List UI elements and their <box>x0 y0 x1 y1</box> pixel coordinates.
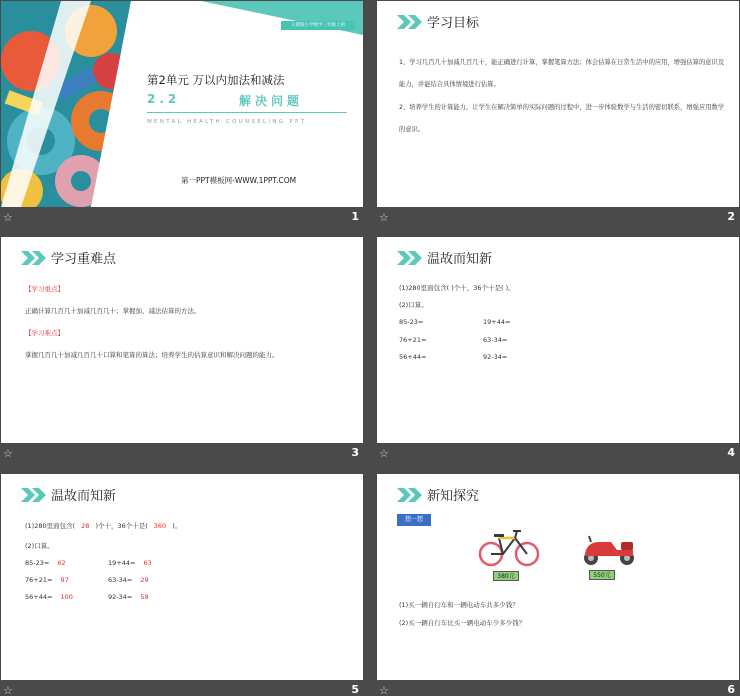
slide-6-canvas <box>377 474 739 680</box>
answer: 63 <box>143 559 152 567</box>
expression: 56+44= <box>25 593 53 601</box>
expression: 92-34= <box>108 593 133 601</box>
question-2: (2)口算。 <box>25 542 54 550</box>
objective-paragraph-1: 1、学习几百几十加减几百几十，能正确进行计算，掌握笔算方法；体会估算在日常生活中的应用，增强估算的意识及能力，并能结合具体情境进行估算。 <box>399 59 725 88</box>
scooter-price: 550元 <box>589 570 615 580</box>
expression-row <box>108 559 152 567</box>
site-credit: 第一PPT模板网-WWW.1PPT.COM <box>181 176 297 185</box>
star-icon[interactable]: ☆ <box>379 684 389 696</box>
question-text: (1)280里面包含( <box>25 522 76 530</box>
unit-title: 第2单元 万以内加法和减法 <box>147 73 285 87</box>
expression: 19+44= <box>108 559 136 567</box>
slide-3-canvas <box>1 237 363 443</box>
slide-4-footer <box>377 443 739 465</box>
answer: 100 <box>60 593 73 601</box>
question-text: )。 <box>172 522 182 530</box>
star-icon[interactable]: ☆ <box>3 684 13 696</box>
bicycle-price: 380元 <box>493 571 519 581</box>
slide-title: 温故而知新 <box>51 489 117 504</box>
slide-number: 2 <box>727 210 735 223</box>
answer: 62 <box>57 559 66 567</box>
slide-thumbnail-4[interactable] <box>377 237 739 465</box>
title-underline <box>147 112 347 113</box>
question-1: (1)买一辆自行车和一辆电动车共多少钱？ <box>399 601 519 609</box>
section-number: 2.2 <box>147 92 181 106</box>
difficulty-label: 【学习难点】 <box>25 329 64 337</box>
double-chevron-icon <box>21 251 49 265</box>
expression: 76+21= <box>25 576 53 584</box>
expression: 63-34= <box>483 336 508 344</box>
expression: 85-23= <box>25 559 50 567</box>
key-point-label: 【学习重点】 <box>25 285 64 293</box>
slide-title: 温故而知新 <box>427 252 493 267</box>
slide-number: 3 <box>351 446 359 459</box>
expression-row <box>25 559 66 567</box>
star-icon[interactable]: ☆ <box>379 211 389 224</box>
slide-title: 学习目标 <box>427 16 480 31</box>
slide-5-footer <box>1 680 363 696</box>
difficulty-text: 掌握几百几十加减几百几十口算和笔算的算法；培养学生的估算意识和解决问题的能力。 <box>25 351 279 359</box>
slide-thumbnail-5[interactable] <box>1 474 363 696</box>
slide-thumbnail-6[interactable] <box>377 474 739 696</box>
double-chevron-icon <box>21 488 49 502</box>
expression-row <box>108 576 149 584</box>
key-point-text: 正确计算几百几十加减几百几十；掌握加、减法估算的方法。 <box>25 307 201 315</box>
expression-row <box>25 593 73 601</box>
slide-3-footer <box>1 443 363 465</box>
slide-2-footer <box>377 207 739 229</box>
slide-thumbnail-2[interactable] <box>377 1 739 229</box>
slide-number: 5 <box>351 683 359 696</box>
star-icon[interactable]: ☆ <box>3 447 13 460</box>
answer: 58 <box>140 593 149 601</box>
double-chevron-icon <box>397 488 425 502</box>
objective-paragraph-2: 2、培养学生的计算能力，让学生在解决简单的实际问题的过程中，进一步体验数学与生活的密切联系，增强应用数学的意识。 <box>399 104 725 133</box>
slide-number: 4 <box>727 446 735 459</box>
expression: 63-34= <box>108 576 133 584</box>
expression-row <box>25 576 69 584</box>
expression: 56+44= <box>399 353 427 361</box>
slide-thumbnail-3[interactable] <box>1 237 363 465</box>
question-2: (2)买一辆自行车比买一辆电动车少多少钱？ <box>399 619 526 627</box>
question-1 <box>25 521 181 530</box>
answer: 29 <box>140 576 149 584</box>
slide-title: 学习重难点 <box>51 252 117 267</box>
question-1: (1)280里面包含( )个十，36个十是( )。 <box>399 284 515 292</box>
expression: 85-23= <box>399 318 424 326</box>
question-text: )个十，36个十是( <box>95 522 148 530</box>
slide-5-canvas <box>1 474 363 680</box>
bicycle-icon <box>477 526 541 568</box>
slide-6-footer <box>377 680 739 696</box>
question-2: (2)口算。 <box>399 301 428 309</box>
english-subtitle: MENTAL HEALTH COUNSELING PPT <box>147 119 307 125</box>
expression: 76+21= <box>399 336 427 344</box>
slide-thumbnail-1[interactable] <box>1 1 363 229</box>
slide-number: 1 <box>351 210 359 223</box>
section-title: 解决问题 <box>239 94 304 108</box>
slide-title: 新知探究 <box>427 489 480 504</box>
grade-badge: 人教版小学数学三年级上册 <box>281 21 355 30</box>
answer: 97 <box>60 576 69 584</box>
star-icon[interactable]: ☆ <box>379 447 389 460</box>
slide-4-canvas <box>377 237 739 443</box>
slide-1-canvas <box>1 1 363 207</box>
expression: 19+44= <box>483 318 511 326</box>
slide-2-canvas <box>377 1 739 207</box>
expression-row <box>108 593 149 601</box>
expression: 92-34= <box>483 353 508 361</box>
slide-number: 6 <box>727 683 735 696</box>
double-chevron-icon <box>397 15 425 29</box>
answer: 28 <box>81 522 90 530</box>
double-chevron-icon <box>397 251 425 265</box>
star-icon[interactable]: ☆ <box>3 211 13 224</box>
slide-1-footer <box>1 207 363 229</box>
electric-scooter-icon <box>581 534 639 566</box>
answer: 360 <box>153 522 167 530</box>
numbers-photo <box>1 1 151 207</box>
think-tag: 想一想 <box>397 514 431 526</box>
